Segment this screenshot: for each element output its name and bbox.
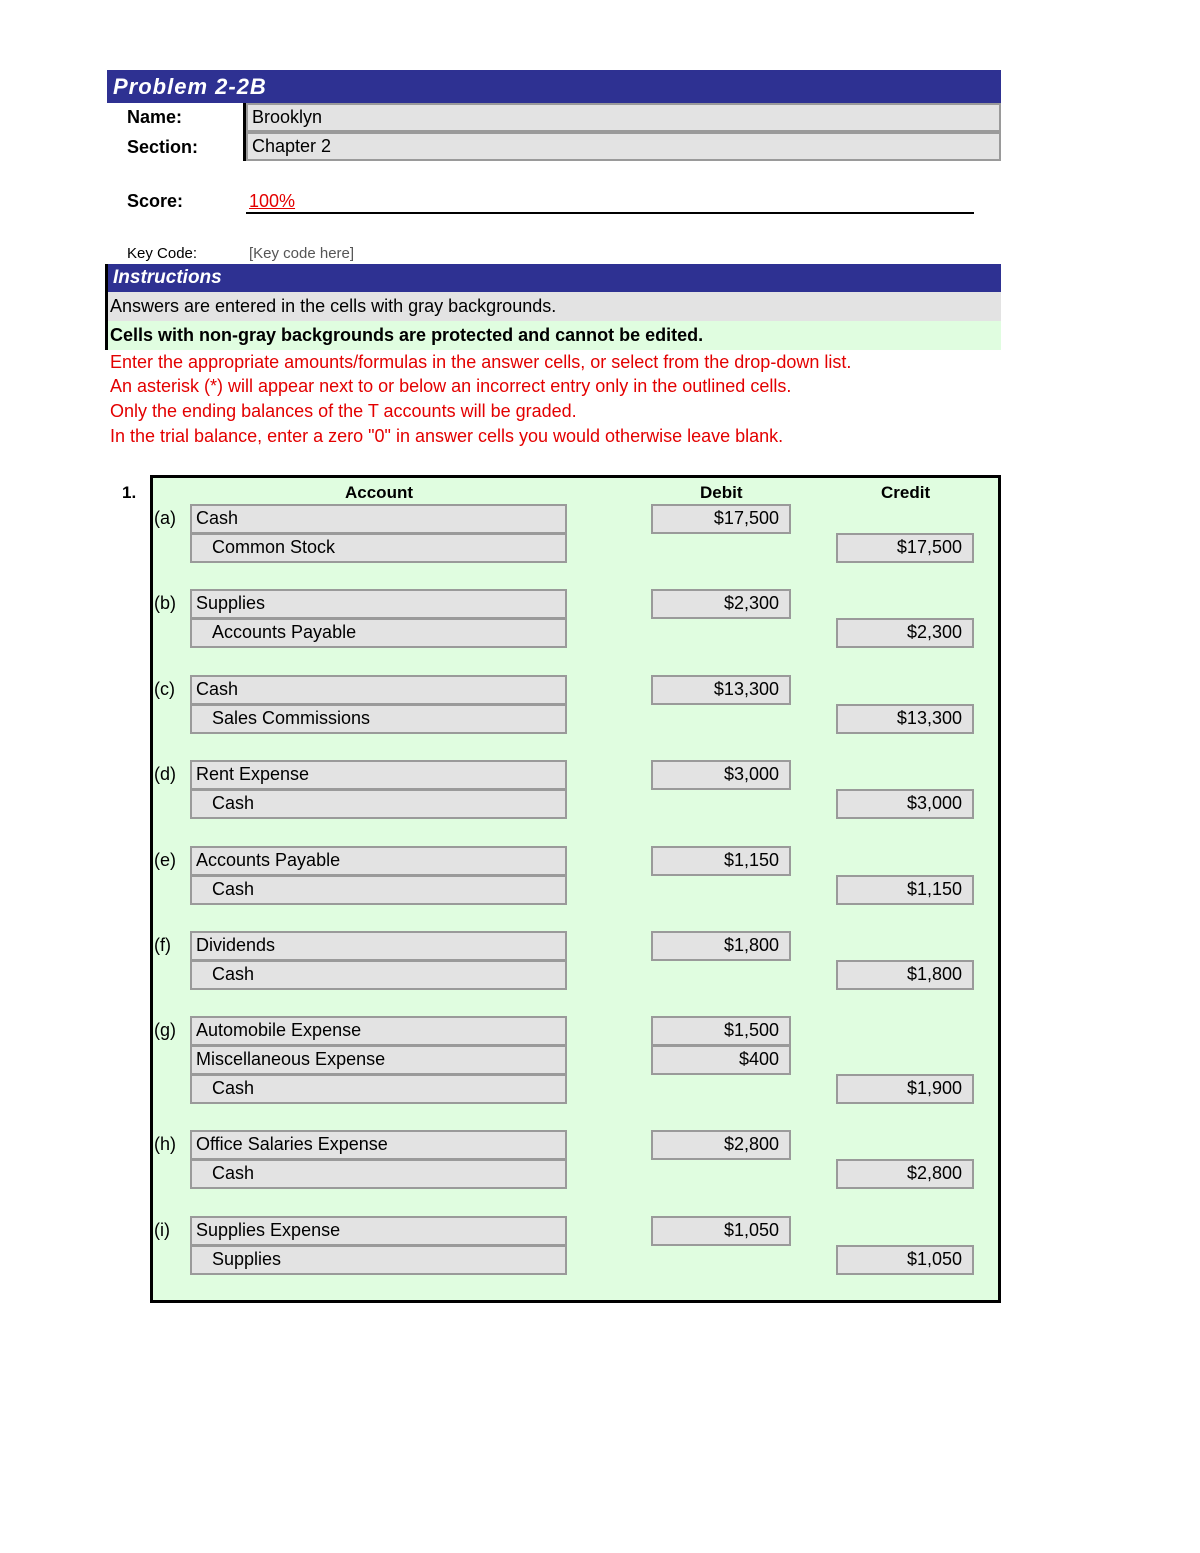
instruction-gray-line: Answers are entered in the cells with gray backgrounds. xyxy=(108,292,1001,321)
account-field[interactable]: Sales Commissions xyxy=(190,704,567,734)
debit-field[interactable]: $17,500 xyxy=(651,504,791,534)
debit-field[interactable]: $13,300 xyxy=(651,675,791,705)
question-number: 1. xyxy=(122,483,137,502)
instruction-green-line: Cells with non-gray backgrounds are protected and cannot be edited. xyxy=(108,321,1001,350)
score-value: 100% xyxy=(249,191,296,211)
credit-field[interactable]: $17,500 xyxy=(836,533,974,563)
entry-tag: (b) xyxy=(154,593,176,613)
debit-field[interactable]: $1,500 xyxy=(651,1016,791,1046)
score-underline xyxy=(246,212,974,214)
entry-tag: (h) xyxy=(154,1134,176,1154)
account-field[interactable]: Supplies xyxy=(190,1245,567,1275)
debit-field[interactable]: $1,800 xyxy=(651,931,791,961)
instruction-red-line-3: Only the ending balances of the T accounts will be graded. xyxy=(110,401,577,421)
instructions-title: Instructions xyxy=(113,267,222,288)
problem-title: Problem 2-2B xyxy=(113,74,267,99)
entry-tag: (f) xyxy=(154,935,171,955)
credit-field[interactable]: $3,000 xyxy=(836,789,974,819)
credit-field[interactable]: $13,300 xyxy=(836,704,974,734)
credit-field[interactable]: $1,900 xyxy=(836,1074,974,1104)
name-label: Name: xyxy=(127,107,183,127)
account-field[interactable]: Cash xyxy=(190,789,567,819)
debit-field[interactable]: $1,050 xyxy=(651,1216,791,1246)
section-field[interactable]: Chapter 2 xyxy=(246,132,1001,161)
keycode-label: Key Code: xyxy=(127,245,198,262)
problem-title-banner xyxy=(107,70,1001,103)
entry-tag: (i) xyxy=(154,1220,170,1240)
account-field[interactable]: Cash xyxy=(190,675,567,705)
account-field[interactable]: Office Salaries Expense xyxy=(190,1130,567,1160)
entry-tag: (a) xyxy=(154,508,176,528)
entry-tag: (d) xyxy=(154,764,176,784)
keycode-value: [Key code here] xyxy=(249,245,355,262)
account-field[interactable]: Cash xyxy=(190,960,567,990)
instruction-red-line-1: Enter the appropriate amounts/formulas in the answer cells, or select from the drop-down list. xyxy=(110,352,852,372)
section-label: Section: xyxy=(127,137,199,157)
entry-tag: (g) xyxy=(154,1020,176,1040)
credit-field[interactable]: $1,800 xyxy=(836,960,974,990)
account-field[interactable]: Accounts Payable xyxy=(190,846,567,876)
score-label: Score: xyxy=(127,191,184,211)
debit-field[interactable]: $1,150 xyxy=(651,846,791,876)
account-field[interactable]: Cash xyxy=(190,875,567,905)
account-field[interactable]: Automobile Expense xyxy=(190,1016,567,1046)
instructions-banner xyxy=(107,264,1001,292)
debit-field[interactable]: $3,000 xyxy=(651,760,791,790)
account-column-header: Account xyxy=(345,483,413,502)
account-field[interactable]: Dividends xyxy=(190,931,567,961)
account-field[interactable]: Miscellaneous Expense xyxy=(190,1045,567,1075)
entry-tag: (c) xyxy=(154,679,175,699)
debit-column-header: Debit xyxy=(700,483,743,502)
credit-field[interactable]: $2,300 xyxy=(836,618,974,648)
account-field[interactable]: Supplies xyxy=(190,589,567,619)
debit-field[interactable]: $400 xyxy=(651,1045,791,1075)
instruction-red-line-2: An asterisk (*) will appear next to or below an incorrect entry only in the outlined cells. xyxy=(110,376,792,396)
credit-field[interactable]: $2,800 xyxy=(836,1159,974,1189)
credit-field[interactable]: $1,150 xyxy=(836,875,974,905)
account-field[interactable]: Common Stock xyxy=(190,533,567,563)
account-field[interactable]: Cash xyxy=(190,1074,567,1104)
name-field[interactable]: Brooklyn xyxy=(246,103,1001,132)
credit-column-header: Credit xyxy=(881,483,931,502)
credit-field[interactable]: $1,050 xyxy=(836,1245,974,1275)
instruction-red-line-4: In the trial balance, enter a zero "0" in answer cells you would otherwise leave blank. xyxy=(110,426,784,446)
account-field[interactable]: Cash xyxy=(190,504,567,534)
debit-field[interactable]: $2,800 xyxy=(651,1130,791,1160)
account-field[interactable]: Supplies Expense xyxy=(190,1216,567,1246)
account-field[interactable]: Cash xyxy=(190,1159,567,1189)
account-field[interactable]: Rent Expense xyxy=(190,760,567,790)
entry-tag: (e) xyxy=(154,850,176,870)
debit-field[interactable]: $2,300 xyxy=(651,589,791,619)
account-field[interactable]: Accounts Payable xyxy=(190,618,567,648)
